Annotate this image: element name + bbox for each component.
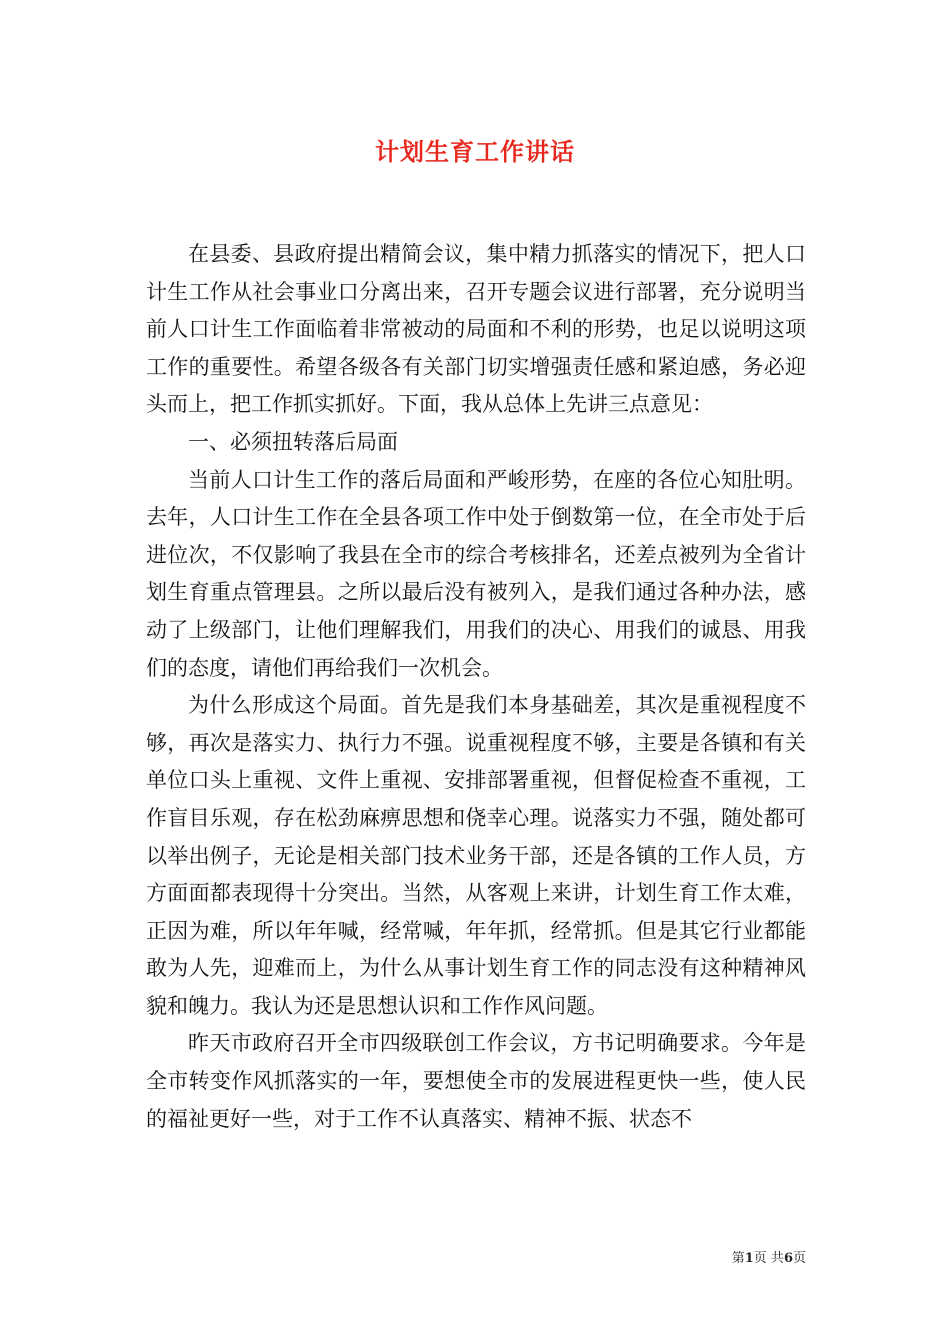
footer-current-page: 1: [744, 1251, 754, 1266]
footer-suffix: 页: [792, 1251, 806, 1266]
section-heading-1: 一、必须扭转落后局面: [188, 429, 398, 454]
paragraph-city-meeting: 昨天市政府召开全市四级联创工作会议，方书记明确要求。今年是全市转变作风抓落实的一年，要想使全市的发展进程更快一些，使人民的福祉更好一些，对于工作不认真落实、精神不振、状态不: [146, 1031, 806, 1131]
footer-total-pages: 6: [783, 1251, 793, 1266]
paragraph-causes: 为什么形成这个局面。首先是我们本身基础差，其次是重视程度不够，再次是落实力、执行力不强。说重视程度不够，主要是各镇和有关单位口头上重视、文件上重视、安排部署重视，但督促检查不重视，工作盲目乐观，存在松劲麻痹思想和侥幸心理。说落实力不强，随处都可以举出例子，无论是相关部门技术业务干部，还是各镇的工作人员，方方面面都表现得十分突出。当然，从客观上来讲，计划生育工作太难，正因为难，所以年年喊，经常喊，年年抓，经常抓。但是其它行业都能敢为人先，迎难而上，为什么从事计划生育工作的同志没有这种精神风貌和魄力。我认为还是思想认识和工作作风问题。: [146, 693, 806, 1018]
paragraph-intro: 在县委、县政府提出精简会议，集中精力抓落实的情况下，把人口计生工作从社会事业口分离出来，召开专题会议进行部署，充分说明当前人口计生工作面临着非常被动的局面和不利的形势，也足以说明这项工作的重要性。希望各级各有关部门切实增强责任感和紧迫感，务必迎头而上，把工作抓实抓好。下面，我从总体上先讲三点意见：: [146, 242, 806, 417]
footer-prefix: 第: [731, 1251, 745, 1266]
document-title: 计划生育工作讲话: [375, 137, 575, 166]
document-body: [146, 236, 806, 1138]
footer-middle: 页 共: [753, 1251, 784, 1266]
page-number-footer: [732, 1247, 806, 1266]
paragraph-current-situation: 当前人口计生工作的落后局面和严峻形势，在座的各位心知肚明。去年，人口计生工作在全县各项工作中处于倒数第一位，在全市处于后进位次，不仅影响了我县在全市的综合考核排名，还差点被列为全省计划生育重点管理县。之所以最后没有被列入，是我们通过各种办法，感动了上级部门，让他们理解我们，用我们的决心、用我们的诚恳、用我们的态度，请他们再给我们一次机会。: [146, 467, 806, 680]
